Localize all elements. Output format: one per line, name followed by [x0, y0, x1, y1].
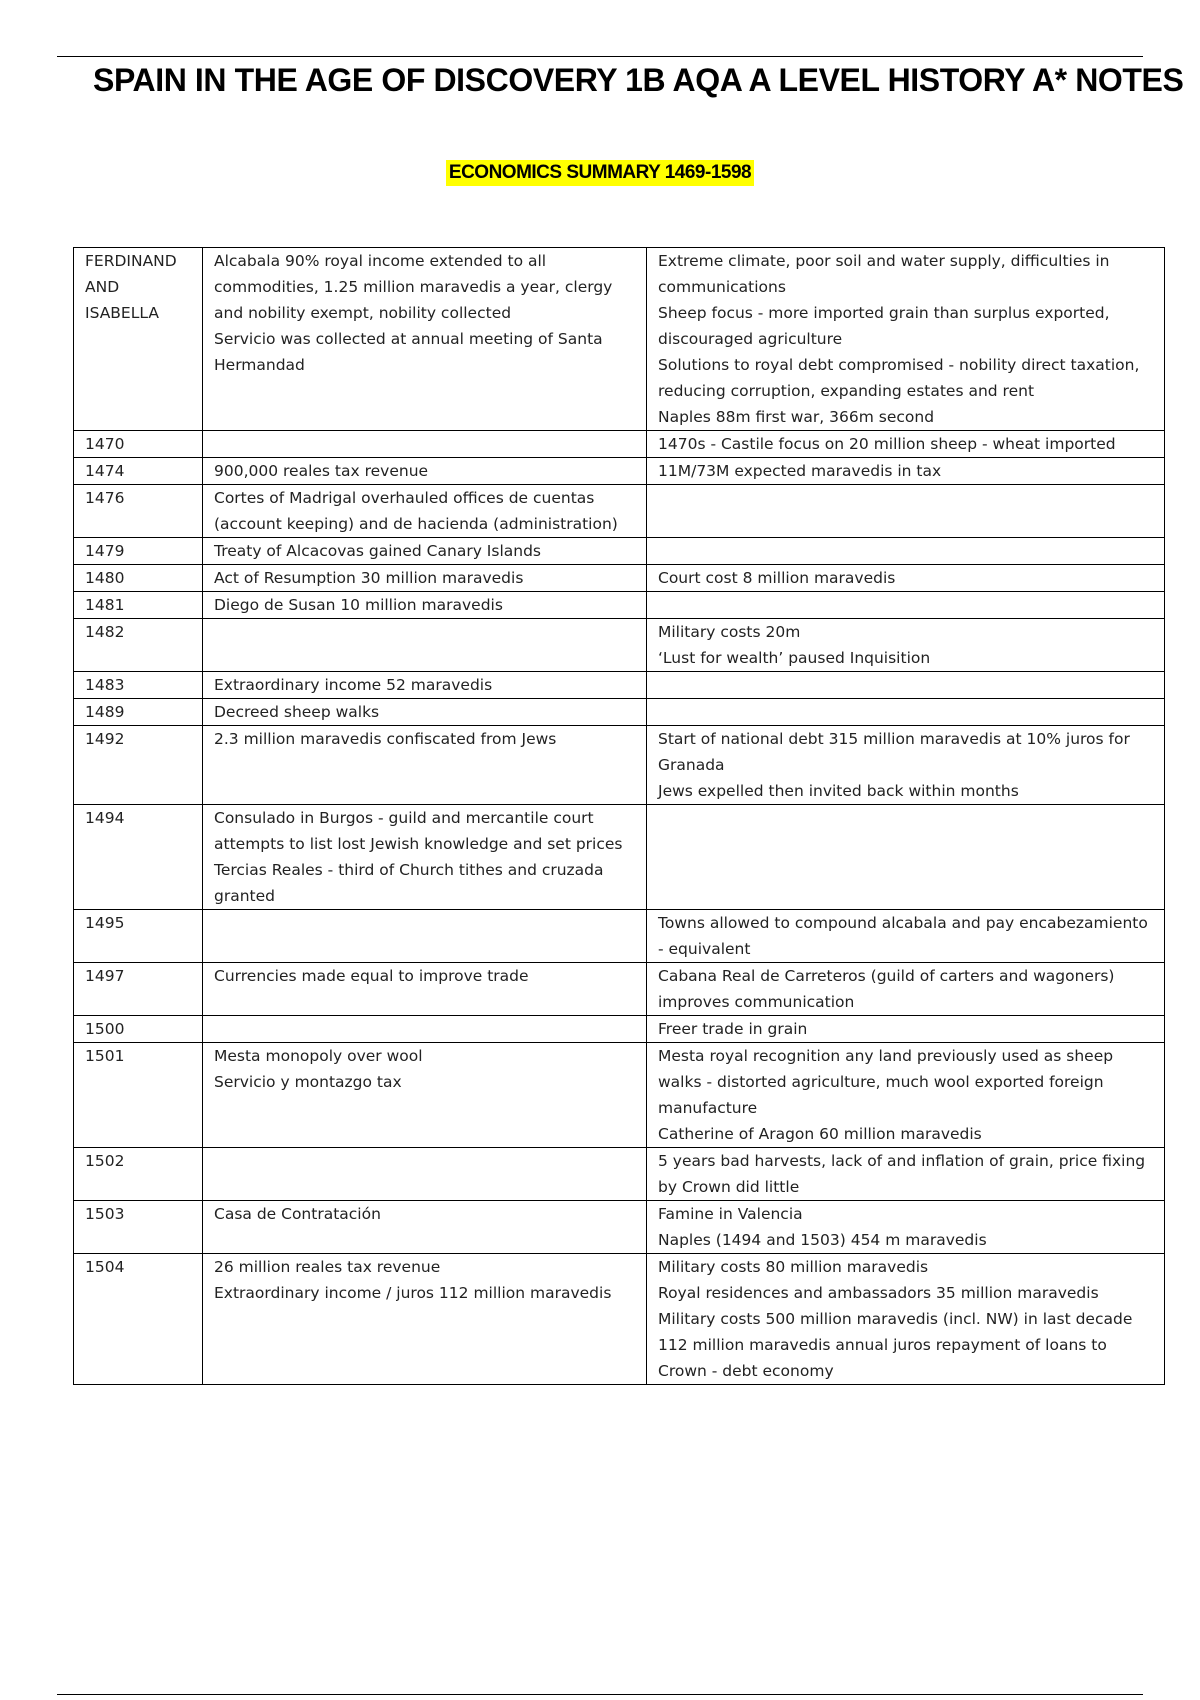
income-policy-cell	[203, 805, 647, 910]
table-row	[74, 565, 1165, 592]
costs-problems-entry: Jews expelled then invited back within months	[658, 782, 1019, 800]
income-policy-entry: Consulado in Burgos - guild and mercantile court attempts to list lost Jewish knowledge and set prices	[214, 809, 623, 853]
costs-problems-cell	[647, 1201, 1165, 1254]
income-policy-cell	[203, 1016, 647, 1043]
income-policy-cell	[203, 1254, 647, 1385]
costs-problems-cell	[647, 1254, 1165, 1385]
costs-problems-entry: 5 years bad harvests, lack of and inflation of grain, price fixing by Crown did little	[658, 1152, 1146, 1196]
costs-problems-cell	[647, 726, 1165, 805]
income-policy-entry: Act of Resumption 30 million maravedis	[214, 569, 524, 587]
year-cell	[74, 1254, 203, 1385]
year-label: AND	[85, 278, 120, 296]
year-cell	[74, 538, 203, 565]
income-policy-entry: Extraordinary income 52 maravedis	[214, 676, 493, 694]
income-policy-cell	[203, 458, 647, 485]
year-label: ISABELLA	[85, 304, 159, 322]
year-cell	[74, 699, 203, 726]
income-policy-entry: Tercias Reales - third of Church tithes and cruzada granted	[214, 861, 604, 905]
year-label: 1476	[85, 489, 125, 507]
income-policy-entry: Currencies made equal to improve trade	[214, 967, 529, 985]
income-policy-entry: Decreed sheep walks	[214, 703, 380, 721]
year-label: 1492	[85, 730, 125, 748]
table-row	[74, 538, 1165, 565]
income-policy-cell	[203, 699, 647, 726]
year-label: 1470	[85, 435, 125, 453]
year-label: 1474	[85, 462, 125, 480]
year-label: 1494	[85, 809, 125, 827]
top-rule	[57, 56, 1143, 57]
costs-problems-cell	[647, 485, 1165, 538]
table-row	[74, 910, 1165, 963]
costs-problems-entry: Catherine of Aragon 60 million maravedis	[658, 1125, 982, 1143]
year-cell	[74, 565, 203, 592]
income-policy-cell	[203, 910, 647, 963]
year-cell	[74, 1043, 203, 1148]
costs-problems-entry: Mesta royal recognition any land previously used as sheep walks - distorted agriculture, much wool exported foreign manufacture	[658, 1047, 1114, 1117]
year-cell	[74, 458, 203, 485]
table-row	[74, 672, 1165, 699]
year-label: 1480	[85, 569, 125, 587]
income-policy-entry: Servicio was collected at annual meeting of Santa Hermandad	[214, 330, 603, 374]
income-policy-entry: Mesta monopoly over wool	[214, 1047, 423, 1065]
costs-problems-entry: Extreme climate, poor soil and water supply, difficulties in communications	[658, 252, 1110, 296]
costs-problems-cell	[647, 1148, 1165, 1201]
income-policy-cell	[203, 565, 647, 592]
table-row	[74, 592, 1165, 619]
income-policy-cell	[203, 485, 647, 538]
year-cell	[74, 1016, 203, 1043]
income-policy-entry: Cortes of Madrigal overhauled offices de cuentas (account keeping) and de hacienda (administration)	[214, 489, 618, 533]
costs-problems-entry: Start of national debt 315 million maravedis at 10% juros for Granada	[658, 730, 1130, 774]
bottom-rule	[57, 1694, 1143, 1695]
costs-problems-entry: Towns allowed to compound alcabala and pay encabezamiento - equivalent	[658, 914, 1148, 958]
costs-problems-entry: Military costs 80 million maravedis	[658, 1258, 929, 1276]
table-row	[74, 248, 1165, 431]
costs-problems-cell	[647, 1016, 1165, 1043]
costs-problems-cell	[647, 1043, 1165, 1148]
year-cell	[74, 592, 203, 619]
costs-problems-cell	[647, 538, 1165, 565]
costs-problems-entry: Naples (1494 and 1503) 454 m maravedis	[658, 1231, 987, 1249]
costs-problems-entry: 1470s - Castile focus on 20 million sheep - wheat imported	[658, 435, 1116, 453]
year-label: 1502	[85, 1152, 125, 1170]
income-policy-cell	[203, 1043, 647, 1148]
costs-problems-entry: 112 million maravedis annual juros repayment of loans to Crown - debt economy	[658, 1336, 1107, 1380]
costs-problems-entry: Military costs 500 million maravedis (incl. NW) in last decade	[658, 1310, 1133, 1328]
income-policy-cell	[203, 592, 647, 619]
costs-problems-cell	[647, 248, 1165, 431]
costs-problems-cell	[647, 910, 1165, 963]
year-cell	[74, 910, 203, 963]
year-cell	[74, 431, 203, 458]
costs-problems-entry: ‘Lust for wealth’ paused Inquisition	[658, 649, 931, 667]
costs-problems-entry: Court cost 8 million maravedis	[658, 569, 896, 587]
income-policy-cell	[203, 538, 647, 565]
income-policy-entry: 900,000 reales tax revenue	[214, 462, 429, 480]
table-row	[74, 963, 1165, 1016]
table-row	[74, 699, 1165, 726]
year-cell	[74, 672, 203, 699]
costs-problems-entry: Solutions to royal debt compromised - nobility direct taxation, reducing corruption, expanding estates and rent	[658, 356, 1140, 400]
costs-problems-cell	[647, 565, 1165, 592]
table-row	[74, 1016, 1165, 1043]
income-policy-cell	[203, 672, 647, 699]
income-policy-entry: Diego de Susan 10 million maravedis	[214, 596, 503, 614]
income-policy-cell	[203, 726, 647, 805]
income-policy-entry: Alcabala 90% royal income extended to all commodities, 1.25 million maravedis a year, clergy and nobility exempt, nobility collected	[214, 252, 613, 322]
section-subtitle: ECONOMICS SUMMARY 1469-1598	[446, 160, 754, 186]
year-label: 1481	[85, 596, 125, 614]
income-policy-entry: 2.3 million maravedis confiscated from Jews	[214, 730, 557, 748]
table-row	[74, 458, 1165, 485]
table-row	[74, 1043, 1165, 1148]
costs-problems-entry: Famine in Valencia	[658, 1205, 803, 1223]
year-label: 1504	[85, 1258, 125, 1276]
year-cell	[74, 1201, 203, 1254]
year-label: 1483	[85, 676, 125, 694]
document-title: SPAIN IN THE AGE OF DISCOVERY 1B AQA A LEVEL HISTORY A* NOTES	[93, 62, 1184, 98]
costs-problems-cell	[647, 699, 1165, 726]
year-cell	[74, 805, 203, 910]
year-label: 1497	[85, 967, 125, 985]
income-policy-entry: Casa de Contratación	[214, 1205, 381, 1223]
costs-problems-cell	[647, 431, 1165, 458]
costs-problems-entry: 11M/73M expected maravedis in tax	[658, 462, 942, 480]
year-cell	[74, 485, 203, 538]
year-label: 1489	[85, 703, 125, 721]
year-label: 1495	[85, 914, 125, 932]
year-label: 1482	[85, 623, 125, 641]
costs-problems-cell	[647, 592, 1165, 619]
year-cell	[74, 726, 203, 805]
costs-problems-entry: Cabana Real de Carreteros (guild of carters and wagoners) improves communication	[658, 967, 1115, 1011]
table-row	[74, 485, 1165, 538]
table-row	[74, 726, 1165, 805]
costs-problems-entry: Royal residences and ambassadors 35 million maravedis	[658, 1284, 1099, 1302]
costs-problems-cell	[647, 963, 1165, 1016]
subtitle-wrapper	[0, 160, 1200, 186]
economics-summary-table	[73, 247, 1165, 1385]
income-policy-entry: Treaty of Alcacovas gained Canary Islands	[214, 542, 541, 560]
year-label: 1503	[85, 1205, 125, 1223]
year-cell	[74, 963, 203, 1016]
costs-problems-entry: Naples 88m first war, 366m second	[658, 408, 935, 426]
costs-problems-cell	[647, 458, 1165, 485]
year-cell	[74, 248, 203, 431]
income-policy-cell	[203, 248, 647, 431]
table-row	[74, 1148, 1165, 1201]
year-label: 1479	[85, 542, 125, 560]
income-policy-entry: Servicio y montazgo tax	[214, 1073, 402, 1091]
year-label: 1501	[85, 1047, 125, 1065]
costs-problems-cell	[647, 619, 1165, 672]
income-policy-cell	[203, 1148, 647, 1201]
table-row	[74, 1201, 1165, 1254]
costs-problems-entry: Freer trade in grain	[658, 1020, 808, 1038]
costs-problems-entry: Military costs 20m	[658, 623, 801, 641]
income-policy-cell	[203, 431, 647, 458]
costs-problems-cell	[647, 805, 1165, 910]
costs-problems-cell	[647, 672, 1165, 699]
costs-problems-entry: Sheep focus - more imported grain than surplus exported, discouraged agriculture	[658, 304, 1110, 348]
income-policy-cell	[203, 963, 647, 1016]
year-cell	[74, 1148, 203, 1201]
summary-table-body	[74, 248, 1165, 1385]
income-policy-entry: 26 million reales tax revenue	[214, 1258, 441, 1276]
table-row	[74, 1254, 1165, 1385]
table-row	[74, 619, 1165, 672]
table-row	[74, 431, 1165, 458]
income-policy-entry: Extraordinary income / juros 112 million maravedis	[214, 1284, 612, 1302]
year-label: 1500	[85, 1020, 125, 1038]
year-cell	[74, 619, 203, 672]
income-policy-cell	[203, 1201, 647, 1254]
table-row	[74, 805, 1165, 910]
income-policy-cell	[203, 619, 647, 672]
year-label: FERDINAND	[85, 252, 177, 270]
